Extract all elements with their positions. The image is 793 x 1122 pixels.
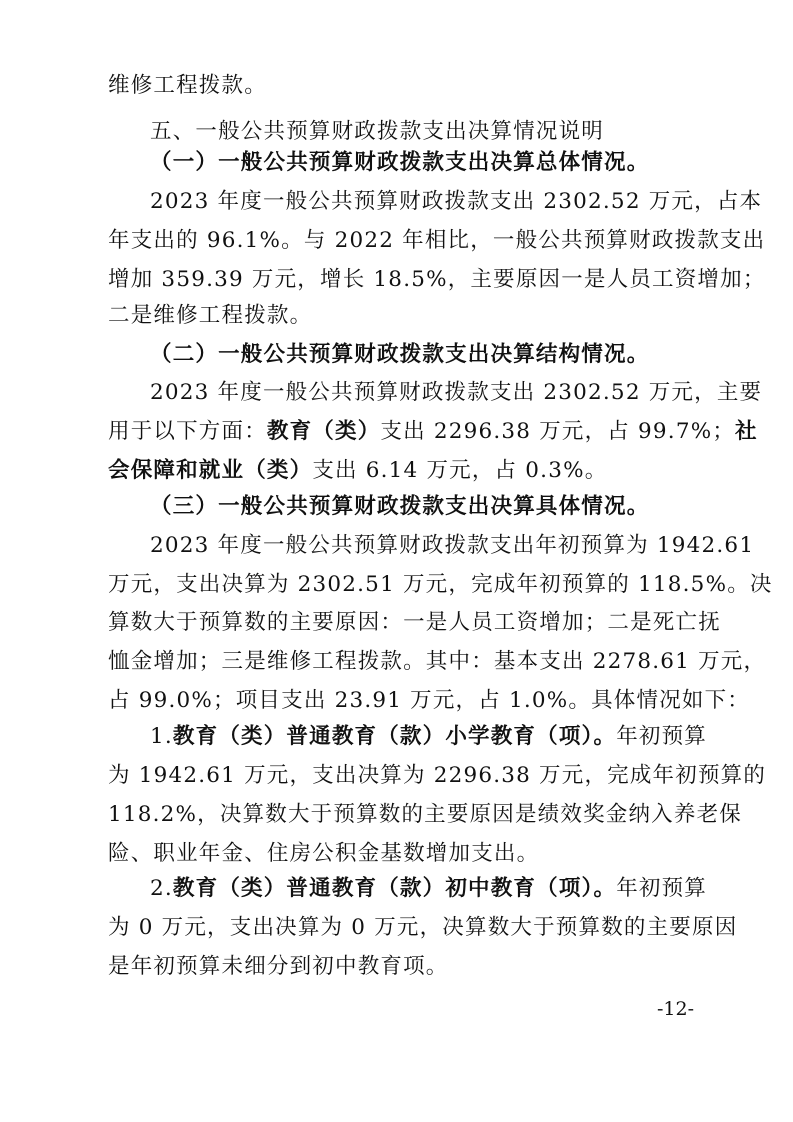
text-line: [150, 721, 707, 753]
text-line: 2023 年度一般公共预算财政拨款支出 2302.52 万元，主要: [150, 380, 763, 405]
subsection-heading: （三）一般公共预算财政拨款支出决算具体情况。: [150, 494, 650, 519]
text-line: 年支出的 96.1%。与 2022 年相比，一般公共预算财政拨款支出: [108, 228, 766, 253]
text-line: 万元，支出决算为 2302.51 万元，完成年初预算的 118.5%。决: [108, 572, 773, 597]
subsection-heading: （一）一般公共预算财政拨款支出决算总体情况。: [150, 150, 650, 175]
text-line: 2023 年度一般公共预算财政拨款支出 2302.52 万元，占本: [150, 189, 763, 214]
text-span: 年初预算: [616, 876, 707, 901]
text-line: 增加 359.39 万元，增长 18.5%，主要原因一是人员工资增加；: [108, 267, 766, 292]
text-span: 支出 6.14 万元，占 0.3%。: [312, 458, 608, 483]
item-heading: 教育（类）普通教育（款）初中教育（项）。: [172, 876, 617, 901]
text-line: 为 0 万元，支出决算为 0 万元，决算数大于预算数的主要原因: [108, 915, 738, 940]
item-number: 1.: [150, 724, 173, 749]
text-line: 维修工程拨款。: [108, 73, 267, 98]
bold-category: 教育（类）: [266, 419, 381, 444]
page-number: -12-: [656, 998, 694, 1020]
text-line: 为 1942.61 万元，支出决算为 2296.38 万元，完成年初预算的: [108, 763, 767, 788]
text-line: 是年初预算未细分到初中教育项。: [108, 954, 449, 979]
text-span: 用于以下方面：: [108, 419, 267, 444]
text-line: 算数大于预算数的主要原因：一是人员工资增加；二是死亡抚: [108, 610, 721, 635]
bold-category: 会保障和就业（类）: [108, 458, 313, 483]
text-line: 2023 年度一般公共预算财政拨款支出年初预算为 1942.61: [150, 533, 755, 558]
text-line: [108, 416, 758, 448]
text-span: 支出 2296.38 万元，占 99.7%；: [380, 419, 736, 444]
text-line: 二是维修工程拨款。: [108, 303, 313, 328]
bold-category: 社: [735, 419, 758, 444]
text-line: [108, 455, 694, 487]
text-line: 恤金增加；三是维修工程拨款。其中：基本支出 2278.61 万元，: [108, 649, 767, 674]
section-heading: 五、一般公共预算财政拨款支出决算情况说明: [150, 119, 605, 144]
subsection-heading: （二）一般公共预算财政拨款支出决算结构情况。: [150, 342, 650, 367]
text-span: 年初预算: [616, 724, 707, 749]
text-line: 占 99.0%；项目支出 23.91 万元，占 1.0%。具体情况如下：: [108, 688, 751, 713]
text-line: 险、职业年金、住房公积金基数增加支出。: [108, 841, 540, 866]
text-line: 118.2%，决算数大于预算数的主要原因是绩效奖金纳入养老保: [108, 802, 742, 827]
text-line: [150, 873, 707, 905]
item-number: 2.: [150, 876, 173, 901]
item-heading: 教育（类）普通教育（款）小学教育（项）。: [172, 724, 617, 749]
